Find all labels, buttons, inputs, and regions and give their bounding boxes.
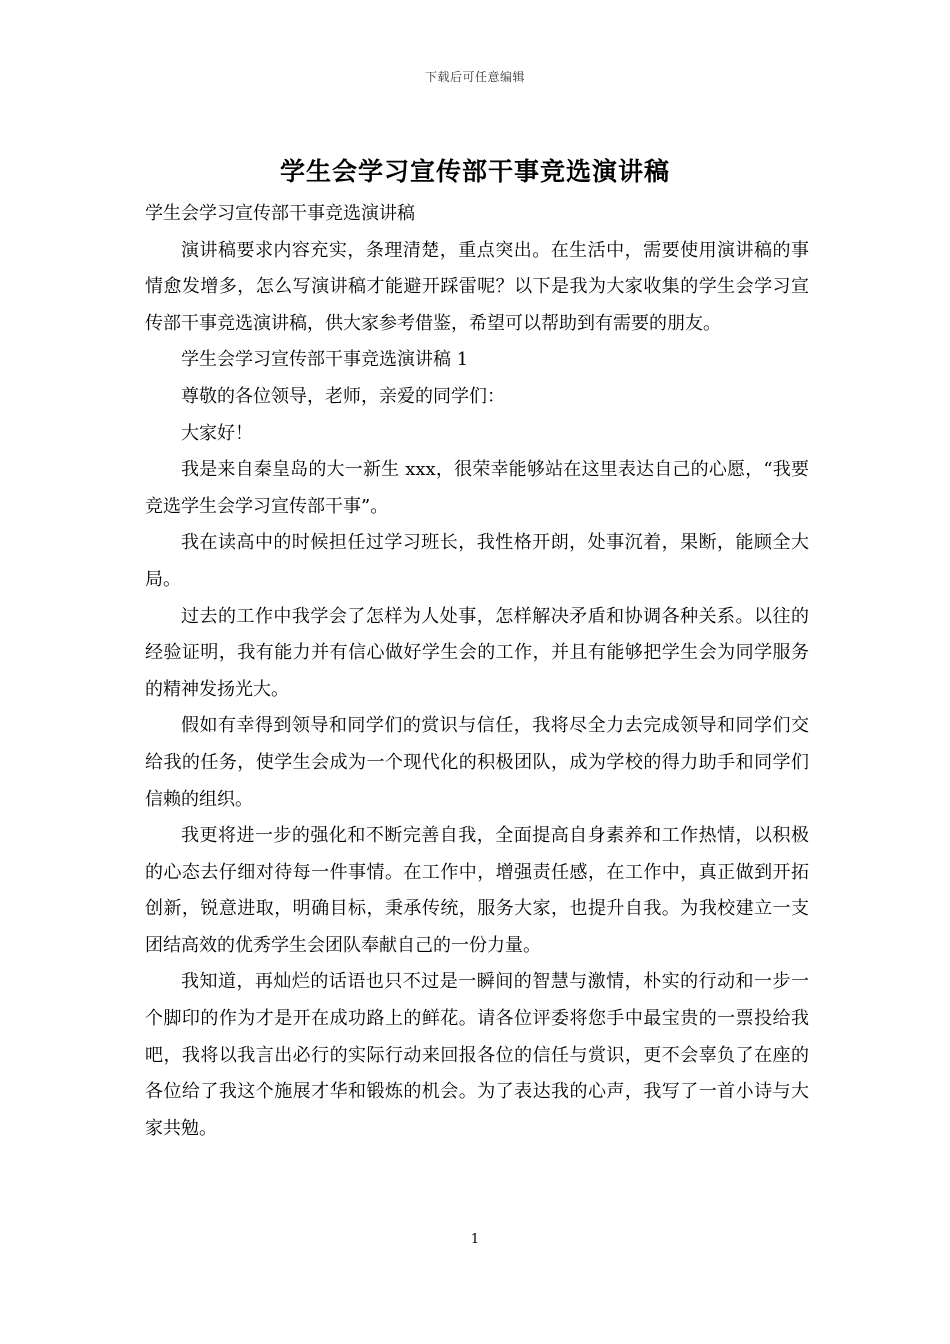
paragraph-salutation: 尊敬的各位领导，老师，亲爱的同学们： [181,385,505,407]
document-title: 学生会学习宣传部干事竞选演讲稿 [279,157,670,186]
paragraph-self-intro: 我是来自秦皇岛的大一新生 xxx，很荣幸能够站在这里表达自己的心愿，“我要竞选学生会学习宣传部干事”。 [145,459,809,517]
paragraph-intro: 演讲稿要求内容充实，条理清楚，重点突出。在生活中，需要使用演讲稿的事情愈发增多，怎么写演讲稿才能避开踩雷呢？以下是我为大家收集的学生会学习宣传部干事竞选演讲稿，供大家参考借鉴，希望可以帮助到有需要的朋友。 [145,239,809,334]
paragraph-closing: 我知道，再灿烂的话语也只不过是一瞬间的智慧与激情，朴实的行动和一步一个脚印的作为才是开在成功路上的鲜花。请各位评委将您手中最宝贵的一票投给我吧，我将以我言出必行的实际行动来回报各位的信任与赏识，更不会辜负了在座的各位给了我这个施展才华和锻炼的机会。为了表达我的心声，我写了一首小诗与大家共勉。 [145,971,809,1139]
document-body [145,196,809,1147]
page-number: 1 [470,1232,480,1247]
paragraph-experience: 我在读高中的时候担任过学习班长，我性格开朗，处事沉着，果断，能顾全大局。 [145,532,809,590]
paragraph-greeting: 大家好！ [181,422,253,444]
paragraph-section-heading: 学生会学习宣传部干事竞选演讲稿 1 [181,349,469,371]
paragraph-past-work: 过去的工作中我学会了怎样为人处事，怎样解决矛盾和协调各种关系。以往的经验证明，我有能力并有信心做好学生会的工作，并且有能够把学生会为同学服务的精神发扬光大。 [145,605,809,700]
paragraph-subtitle: 学生会学习宣传部干事竞选演讲稿 [145,203,415,224]
header-note: 下载后可任意编辑 [424,70,525,84]
paragraph-promise: 假如有幸得到领导和同学们的赏识与信任，我将尽全力去完成领导和同学们交给我的任务，使学生会成为一个现代化的积极团队，成为学校的得力助手和同学们信赖的组织。 [145,715,809,810]
paragraph-self-improvement: 我更将进一步的强化和不断完善自我，全面提高自身素养和工作热情，以积极的心态去仔细对待每一件事情。在工作中，增强责任感，在工作中，真正做到开拓创新，锐意进取，明确目标，秉承传统，服务大家，也提升自我。为我校建立一支团结高效的优秀学生会团队奉献自己的一份力量。 [145,825,809,956]
